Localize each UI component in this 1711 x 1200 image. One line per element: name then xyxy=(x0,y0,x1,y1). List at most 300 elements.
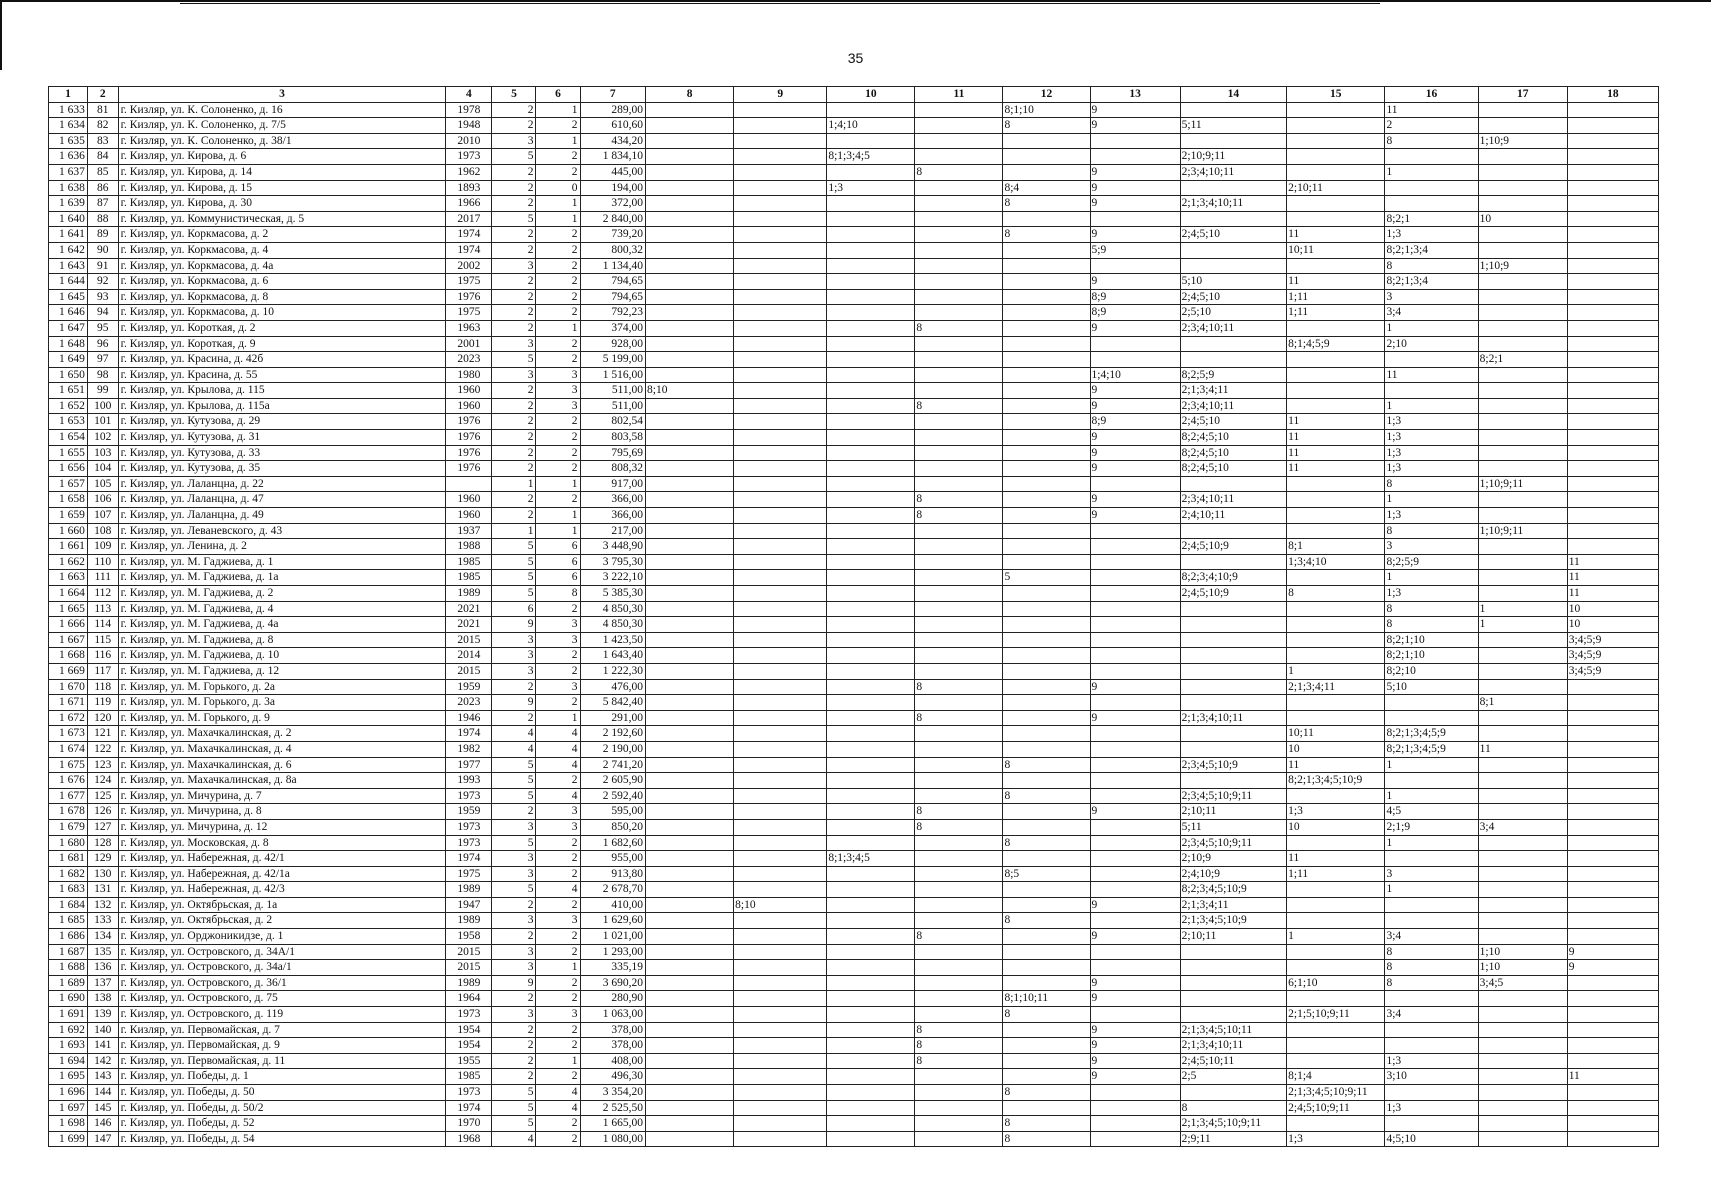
table-cell xyxy=(827,320,915,336)
table-row xyxy=(49,851,1659,867)
table-cell: 3 xyxy=(492,944,536,960)
table-row xyxy=(49,1022,1659,1038)
table-cell: 9 xyxy=(1090,445,1180,461)
address-cell: г. Кизляр, ул. М. Горького, д. 3а xyxy=(118,695,446,711)
table-cell xyxy=(734,1085,827,1101)
table-cell xyxy=(1003,430,1090,446)
table-cell: 2 xyxy=(536,352,580,368)
table-cell xyxy=(1287,149,1385,165)
table-row xyxy=(49,866,1659,882)
table-cell: 4 xyxy=(536,741,580,757)
table-cell xyxy=(1478,274,1567,290)
table-cell: 4 xyxy=(536,882,580,898)
table-cell xyxy=(827,757,915,773)
table-cell: 2;4;5;10;9 xyxy=(1180,539,1287,555)
scan-top-border xyxy=(0,0,1711,2)
table-cell xyxy=(827,695,915,711)
table-cell xyxy=(1003,258,1090,274)
table-cell xyxy=(827,352,915,368)
table-cell xyxy=(646,819,734,835)
table-cell xyxy=(734,788,827,804)
table-cell xyxy=(1478,710,1567,726)
table-cell: 1966 xyxy=(446,196,492,212)
table-cell xyxy=(827,554,915,570)
table-cell xyxy=(1090,1085,1180,1101)
table-cell: 8;2;1 xyxy=(1478,352,1567,368)
table-cell: 9 xyxy=(1090,118,1180,134)
table-cell xyxy=(1478,679,1567,695)
table-cell xyxy=(1478,1022,1567,1038)
table-cell: 1893 xyxy=(446,180,492,196)
table-cell: 2 525,50 xyxy=(580,1100,646,1116)
column-header-6: 6 xyxy=(536,87,580,103)
table-cell: 378,00 xyxy=(580,1022,646,1038)
housing-registry-table xyxy=(48,86,1659,1147)
table-cell xyxy=(915,960,1003,976)
address-cell: г. Кизляр, ул. Кирова, д. 30 xyxy=(118,196,446,212)
table-cell: 8;2;5;9 xyxy=(1385,554,1478,570)
table-cell xyxy=(1287,1022,1385,1038)
table-cell xyxy=(1567,196,1658,212)
table-cell xyxy=(1478,289,1567,305)
table-cell xyxy=(1003,663,1090,679)
table-row xyxy=(49,679,1659,695)
item-number-cell: 138 xyxy=(87,991,118,1007)
table-cell xyxy=(646,180,734,196)
table-cell: 1 682,60 xyxy=(580,835,646,851)
row-number-cell: 1 647 xyxy=(49,320,88,336)
table-cell: 6 xyxy=(536,539,580,555)
table-cell: 3 xyxy=(492,336,536,352)
table-cell xyxy=(1003,1069,1090,1085)
table-cell: 1975 xyxy=(446,274,492,290)
table-cell xyxy=(1287,118,1385,134)
table-cell xyxy=(1287,617,1385,633)
table-cell xyxy=(646,242,734,258)
row-number-cell: 1 689 xyxy=(49,975,88,991)
table-cell xyxy=(1090,133,1180,149)
table-cell xyxy=(1180,679,1287,695)
table-cell: 9 xyxy=(1090,461,1180,477)
table-cell: 4 xyxy=(536,1085,580,1101)
table-cell xyxy=(734,975,827,991)
table-cell: 1 834,10 xyxy=(580,149,646,165)
table-cell xyxy=(734,274,827,290)
table-cell xyxy=(646,851,734,867)
row-number-cell: 1 673 xyxy=(49,726,88,742)
row-number-cell: 1 667 xyxy=(49,632,88,648)
table-cell xyxy=(915,289,1003,305)
table-cell: 739,20 xyxy=(580,227,646,243)
table-cell xyxy=(915,882,1003,898)
table-cell xyxy=(646,164,734,180)
table-cell: 1954 xyxy=(446,1022,492,1038)
table-cell: 3 xyxy=(1385,539,1478,555)
table-cell: 511,00 xyxy=(580,398,646,414)
table-cell xyxy=(1478,1100,1567,1116)
table-cell xyxy=(734,430,827,446)
address-cell: г. Кизляр, ул. М. Горького, д. 2а xyxy=(118,679,446,695)
table-cell xyxy=(915,695,1003,711)
table-cell xyxy=(1003,523,1090,539)
table-cell: 1 xyxy=(1385,882,1478,898)
table-cell xyxy=(1478,430,1567,446)
item-number-cell: 85 xyxy=(87,164,118,180)
table-cell: 8;1;4 xyxy=(1287,1069,1385,1085)
table-cell xyxy=(1385,710,1478,726)
table-cell xyxy=(1003,461,1090,477)
table-cell xyxy=(1385,773,1478,789)
address-cell: г. Кизляр, ул. Островского, д. 119 xyxy=(118,1007,446,1023)
row-number-cell: 1 652 xyxy=(49,398,88,414)
address-cell: г. Кизляр, ул. Лаланцна, д. 22 xyxy=(118,476,446,492)
row-number-cell: 1 672 xyxy=(49,710,88,726)
table-cell: 2;10 xyxy=(1385,336,1478,352)
address-cell: г. Кизляр, ул. Первомайская, д. 11 xyxy=(118,1053,446,1069)
table-cell xyxy=(827,289,915,305)
table-cell: 8 xyxy=(1003,227,1090,243)
table-cell: 10 xyxy=(1478,211,1567,227)
address-cell: г. Кизляр, ул. Набережная, д. 42/1 xyxy=(118,851,446,867)
table-cell: 8 xyxy=(915,398,1003,414)
address-cell: г. Кизляр, ул. Мичурина, д. 7 xyxy=(118,788,446,804)
table-cell xyxy=(1287,211,1385,227)
column-header-11: 11 xyxy=(915,87,1003,103)
table-cell xyxy=(915,773,1003,789)
table-cell xyxy=(1287,882,1385,898)
item-number-cell: 110 xyxy=(87,554,118,570)
table-cell: 1989 xyxy=(446,586,492,602)
table-cell: 9 xyxy=(1090,274,1180,290)
table-cell: 1959 xyxy=(446,679,492,695)
table-cell xyxy=(1180,975,1287,991)
table-cell xyxy=(734,1053,827,1069)
table-cell xyxy=(1090,1100,1180,1116)
table-cell xyxy=(1180,180,1287,196)
table-cell xyxy=(1287,508,1385,524)
table-cell: 2;1;3;4;5;10;9;11 xyxy=(1180,1116,1287,1132)
table-cell xyxy=(1385,1085,1478,1101)
table-cell: 1;3 xyxy=(1385,1100,1478,1116)
table-cell xyxy=(1478,1116,1567,1132)
table-cell: 9 xyxy=(1090,1053,1180,1069)
table-cell: 11 xyxy=(1287,445,1385,461)
table-row xyxy=(49,819,1659,835)
table-cell: 1960 xyxy=(446,383,492,399)
column-header-5: 5 xyxy=(492,87,536,103)
item-number-cell: 88 xyxy=(87,211,118,227)
table-cell xyxy=(1567,1131,1658,1147)
table-cell xyxy=(827,102,915,118)
table-cell xyxy=(1567,414,1658,430)
item-number-cell: 130 xyxy=(87,866,118,882)
item-number-cell: 127 xyxy=(87,819,118,835)
table-cell: 10;11 xyxy=(1287,726,1385,742)
table-cell xyxy=(915,102,1003,118)
table-cell: 8;2;4;5;10 xyxy=(1180,430,1287,446)
table-cell: 11 xyxy=(1385,102,1478,118)
table-cell: 4 xyxy=(492,1131,536,1147)
table-cell xyxy=(1478,196,1567,212)
table-cell: 1 xyxy=(1478,617,1567,633)
table-cell xyxy=(734,367,827,383)
table-row xyxy=(49,196,1659,212)
table-cell xyxy=(827,913,915,929)
table-cell xyxy=(827,476,915,492)
table-cell: 2021 xyxy=(446,601,492,617)
table-cell xyxy=(1090,1116,1180,1132)
table-cell: 2;1;3;4;5;10;9;11 xyxy=(1287,1085,1385,1101)
table-cell: 2 605,90 xyxy=(580,773,646,789)
table-cell: 378,00 xyxy=(580,1038,646,1054)
table-cell: 1 xyxy=(536,710,580,726)
table-cell xyxy=(915,851,1003,867)
table-cell: 1 xyxy=(536,133,580,149)
item-number-cell: 100 xyxy=(87,398,118,414)
table-cell: 1 xyxy=(1385,398,1478,414)
table-cell: 9 xyxy=(1090,492,1180,508)
table-cell: 1 xyxy=(1385,570,1478,586)
table-cell: 9 xyxy=(1090,227,1180,243)
table-cell: 2 xyxy=(492,991,536,1007)
table-row xyxy=(49,1007,1659,1023)
table-cell: 1 629,60 xyxy=(580,913,646,929)
table-cell xyxy=(1478,305,1567,321)
table-cell: 3 xyxy=(536,632,580,648)
table-cell xyxy=(1287,492,1385,508)
table-cell xyxy=(734,741,827,757)
table-cell: 2 xyxy=(536,1038,580,1054)
table-cell xyxy=(827,726,915,742)
table-cell xyxy=(1567,1007,1658,1023)
table-cell xyxy=(1090,149,1180,165)
table-cell xyxy=(827,1053,915,1069)
table-cell xyxy=(1478,539,1567,555)
table-cell xyxy=(734,866,827,882)
table-cell: 2;10;11 xyxy=(1287,180,1385,196)
table-cell xyxy=(915,835,1003,851)
table-row xyxy=(49,492,1659,508)
table-cell xyxy=(1478,757,1567,773)
table-row xyxy=(49,554,1659,570)
table-cell xyxy=(1567,866,1658,882)
table-cell: 476,00 xyxy=(580,679,646,695)
table-cell xyxy=(1478,866,1567,882)
table-cell: 1976 xyxy=(446,461,492,477)
item-number-cell: 103 xyxy=(87,445,118,461)
table-cell: 1 021,00 xyxy=(580,929,646,945)
table-cell xyxy=(1090,1007,1180,1023)
table-cell: 2 xyxy=(536,414,580,430)
table-cell: 2 xyxy=(536,897,580,913)
table-cell xyxy=(1478,1131,1567,1147)
table-cell xyxy=(646,1085,734,1101)
row-number-cell: 1 635 xyxy=(49,133,88,149)
table-cell: 2;1;3;4;11 xyxy=(1180,897,1287,913)
address-cell: г. Кизляр, ул. Коркмасова, д. 4 xyxy=(118,242,446,258)
table-cell xyxy=(1287,913,1385,929)
table-header-row xyxy=(49,87,1659,103)
row-number-cell: 1 675 xyxy=(49,757,88,773)
table-cell: 8;2;10 xyxy=(1385,663,1478,679)
table-cell xyxy=(1478,180,1567,196)
table-row xyxy=(49,476,1659,492)
table-cell xyxy=(734,414,827,430)
address-cell: г. Кизляр, ул. Орджоникидзе, д. 1 xyxy=(118,929,446,945)
table-cell: 1974 xyxy=(446,851,492,867)
table-cell: 1;11 xyxy=(1287,866,1385,882)
row-number-cell: 1 682 xyxy=(49,866,88,882)
table-cell xyxy=(1090,258,1180,274)
table-cell xyxy=(915,617,1003,633)
table-cell: 4 850,30 xyxy=(580,601,646,617)
table-cell: 2 xyxy=(536,445,580,461)
address-cell: г. Кизляр, ул. Островского, д. 34а/1 xyxy=(118,960,446,976)
address-cell: г. Кизляр, ул. Леваневского, д. 43 xyxy=(118,523,446,539)
table-cell xyxy=(827,164,915,180)
table-cell: 8;2;5;9 xyxy=(1180,367,1287,383)
table-row xyxy=(49,398,1659,414)
row-number-cell: 1 694 xyxy=(49,1053,88,1069)
table-cell xyxy=(1003,367,1090,383)
table-cell xyxy=(915,788,1003,804)
table-cell: 2;3;4;5;10;9;11 xyxy=(1180,835,1287,851)
table-cell xyxy=(1180,726,1287,742)
table-cell xyxy=(1090,617,1180,633)
row-number-cell: 1 698 xyxy=(49,1116,88,1132)
table-cell xyxy=(734,991,827,1007)
table-cell: 2;4;5;10;11 xyxy=(1180,1053,1287,1069)
table-cell xyxy=(827,710,915,726)
table-cell: 280,90 xyxy=(580,991,646,1007)
table-row xyxy=(49,289,1659,305)
table-cell: 2 xyxy=(536,944,580,960)
table-cell xyxy=(915,1085,1003,1101)
row-number-cell: 1 685 xyxy=(49,913,88,929)
item-number-cell: 128 xyxy=(87,835,118,851)
row-number-cell: 1 643 xyxy=(49,258,88,274)
table-cell xyxy=(1385,695,1478,711)
address-cell: г. Кизляр, ул. Кутузова, д. 33 xyxy=(118,445,446,461)
table-cell xyxy=(1003,305,1090,321)
row-number-cell: 1 666 xyxy=(49,617,88,633)
table-cell xyxy=(827,773,915,789)
address-cell: г. Кизляр, ул. Кутузова, д. 31 xyxy=(118,430,446,446)
table-cell: 1 xyxy=(492,476,536,492)
table-cell: 11 xyxy=(1567,586,1658,602)
item-number-cell: 146 xyxy=(87,1116,118,1132)
table-cell xyxy=(915,430,1003,446)
table-cell: 9 xyxy=(1090,164,1180,180)
table-cell xyxy=(1567,851,1658,867)
table-cell xyxy=(734,461,827,477)
table-cell: 8;9 xyxy=(1090,305,1180,321)
table-cell xyxy=(1478,851,1567,867)
table-row xyxy=(49,648,1659,664)
table-cell: 9 xyxy=(1090,1022,1180,1038)
table-cell xyxy=(1003,164,1090,180)
table-cell: 792,23 xyxy=(580,305,646,321)
row-number-cell: 1 649 xyxy=(49,352,88,368)
table-cell: 5 xyxy=(492,1100,536,1116)
table-cell: 9 xyxy=(1090,975,1180,991)
table-cell: 1958 xyxy=(446,929,492,945)
item-number-cell: 108 xyxy=(87,523,118,539)
table-row xyxy=(49,773,1659,789)
table-cell: 5 385,30 xyxy=(580,586,646,602)
table-cell xyxy=(915,913,1003,929)
table-cell xyxy=(1478,570,1567,586)
table-cell: 3 xyxy=(536,398,580,414)
table-cell: 3 222,10 xyxy=(580,570,646,586)
table-cell xyxy=(734,398,827,414)
table-cell: 1974 xyxy=(446,242,492,258)
table-cell: 5;11 xyxy=(1180,118,1287,134)
table-cell: 3;4;5;9 xyxy=(1567,663,1658,679)
table-cell: 1 xyxy=(536,476,580,492)
table-cell xyxy=(827,1131,915,1147)
row-number-cell: 1 642 xyxy=(49,242,88,258)
table-cell xyxy=(827,539,915,555)
table-cell: 3 xyxy=(492,648,536,664)
table-cell xyxy=(1385,991,1478,1007)
table-cell xyxy=(827,398,915,414)
table-cell: 445,00 xyxy=(580,164,646,180)
table-cell xyxy=(1090,586,1180,602)
table-cell: 1;11 xyxy=(1287,289,1385,305)
item-number-cell: 106 xyxy=(87,492,118,508)
table-cell: 1989 xyxy=(446,975,492,991)
table-cell xyxy=(1180,336,1287,352)
row-number-cell: 1 674 xyxy=(49,741,88,757)
row-number-cell: 1 660 xyxy=(49,523,88,539)
table-cell xyxy=(827,305,915,321)
table-cell xyxy=(734,1007,827,1023)
table-cell xyxy=(1003,274,1090,290)
table-row xyxy=(49,320,1659,336)
table-cell xyxy=(1287,632,1385,648)
table-cell xyxy=(827,1007,915,1023)
table-cell: 8;9 xyxy=(1090,414,1180,430)
table-cell: 2;3;4;10;11 xyxy=(1180,164,1287,180)
table-cell: 3 354,20 xyxy=(580,1085,646,1101)
table-cell xyxy=(1090,663,1180,679)
table-cell: 1 643,40 xyxy=(580,648,646,664)
table-row xyxy=(49,913,1659,929)
table-cell: 2002 xyxy=(446,258,492,274)
table-cell: 2 xyxy=(536,1022,580,1038)
item-number-cell: 121 xyxy=(87,726,118,742)
table-cell xyxy=(1385,851,1478,867)
table-cell: 8 xyxy=(1385,258,1478,274)
table-row xyxy=(49,991,1659,1007)
address-cell: г. Кизляр, ул. Кирова, д. 6 xyxy=(118,149,446,165)
table-cell: 2 xyxy=(492,1038,536,1054)
table-cell: 3 xyxy=(492,819,536,835)
row-number-cell: 1 654 xyxy=(49,430,88,446)
table-cell xyxy=(734,289,827,305)
table-cell xyxy=(1003,336,1090,352)
item-number-cell: 147 xyxy=(87,1131,118,1147)
table-cell: 2;4;10;11 xyxy=(1180,508,1287,524)
table-row xyxy=(49,944,1659,960)
table-cell: 1;10;9;11 xyxy=(1478,523,1567,539)
table-cell xyxy=(915,149,1003,165)
table-cell xyxy=(1567,1116,1658,1132)
table-row xyxy=(49,352,1659,368)
table-cell: 2;4;5;10;9;11 xyxy=(1287,1100,1385,1116)
table-cell: 2001 xyxy=(446,336,492,352)
